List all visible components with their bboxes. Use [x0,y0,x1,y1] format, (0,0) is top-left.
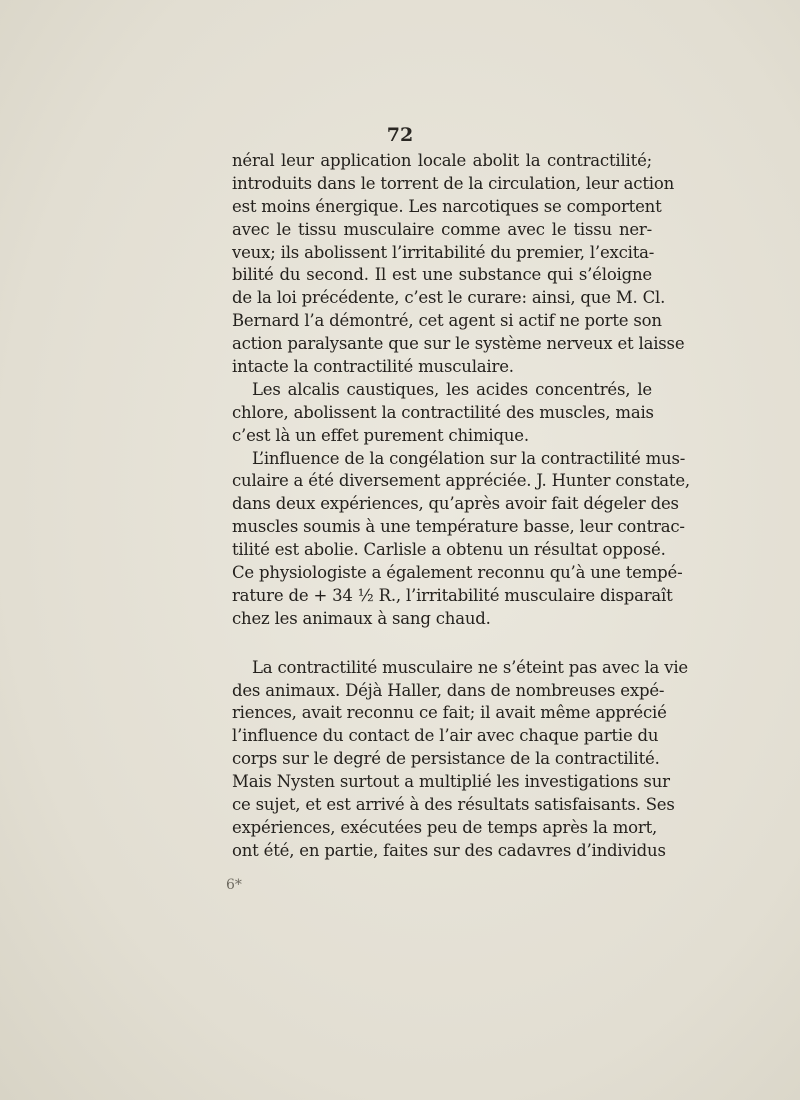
text-line: chez les animaux à sang chaud. [232,608,491,628]
text-line: culaire a été diversement appréciée. J. Hunter constate, [232,471,690,491]
text-line: Mais Nysten surtout a multiplié les investigations sur [232,772,670,792]
text-line: intacte la contractilité musculaire. [232,357,514,377]
text-line: introduits dans le torrent de la circulation, leur action [232,173,675,193]
text-line: chlore, abolissent la contractilité des muscles, mais [232,402,654,422]
text-line: Ce physiologiste a également reconnu qu’à une tempé- [232,563,683,583]
text-line: bilité du second. Il est une substance qui s’éloigne [232,265,652,285]
text-line: L’influence de la congélation sur la contractilité mus- [252,448,686,468]
text-line: ont été, en partie, faites sur des cadavres d’individus [232,840,666,860]
page-number: 72 [386,124,414,146]
text-line: La contractilité musculaire ne s’éteint pas avec la vie [252,657,688,677]
text-line: Bernard l’a démontré, cet agent si actif ne porte son [232,311,662,331]
signature-mark: 6* [226,877,242,893]
paragraph-gap [232,631,652,657]
text-line: muscles soumis à une température basse, leur contrac- [232,517,685,537]
text-line: néral leur application locale abolit la contractilité; [232,151,652,170]
body-text [232,150,690,863]
text-line: veux; ils abolissent l’irritabilité du premier, l’excita- [232,242,655,262]
text-line: expériences, exécutées peu de temps après la mort, [232,817,658,837]
text-line: l’influence du contact de l’air avec chaque partie du [232,726,659,746]
text-line: dans deux expériences, qu’après avoir fait dégeler des [232,494,679,514]
text-line: action paralysante que sur le système nerveux et laisse [232,334,685,354]
text-line: corps sur le degré de persistance de la contractilité. [232,749,660,769]
text-line: des animaux. Déjà Haller, dans de nombreuses expé- [232,680,665,700]
text-line: avec le tissu musculaire comme avec le tissu ner- [232,219,652,239]
text-line: c’est là un effet purement chimique. [232,425,529,445]
text-line: de la loi précédente, c’est le curare: ainsi, que M. Cl. [232,288,666,308]
text-line: est moins énergique. Les narcotiques se comportent [232,196,662,216]
text-line: riences, avait reconnu ce fait; il avait même apprécié [232,703,667,723]
text-line: tilité est abolie. Carlisle a obtenu un résultat opposé. [232,540,666,560]
text-line: Les alcalis caustiques, les acides concentrés, le [252,379,652,399]
text-line: ce sujet, et est arrivé à des résultats satisfaisants. Ses [232,795,675,815]
text-line: rature de + 34 ½ R., l’irritabilité musculaire disparaît [232,585,673,605]
